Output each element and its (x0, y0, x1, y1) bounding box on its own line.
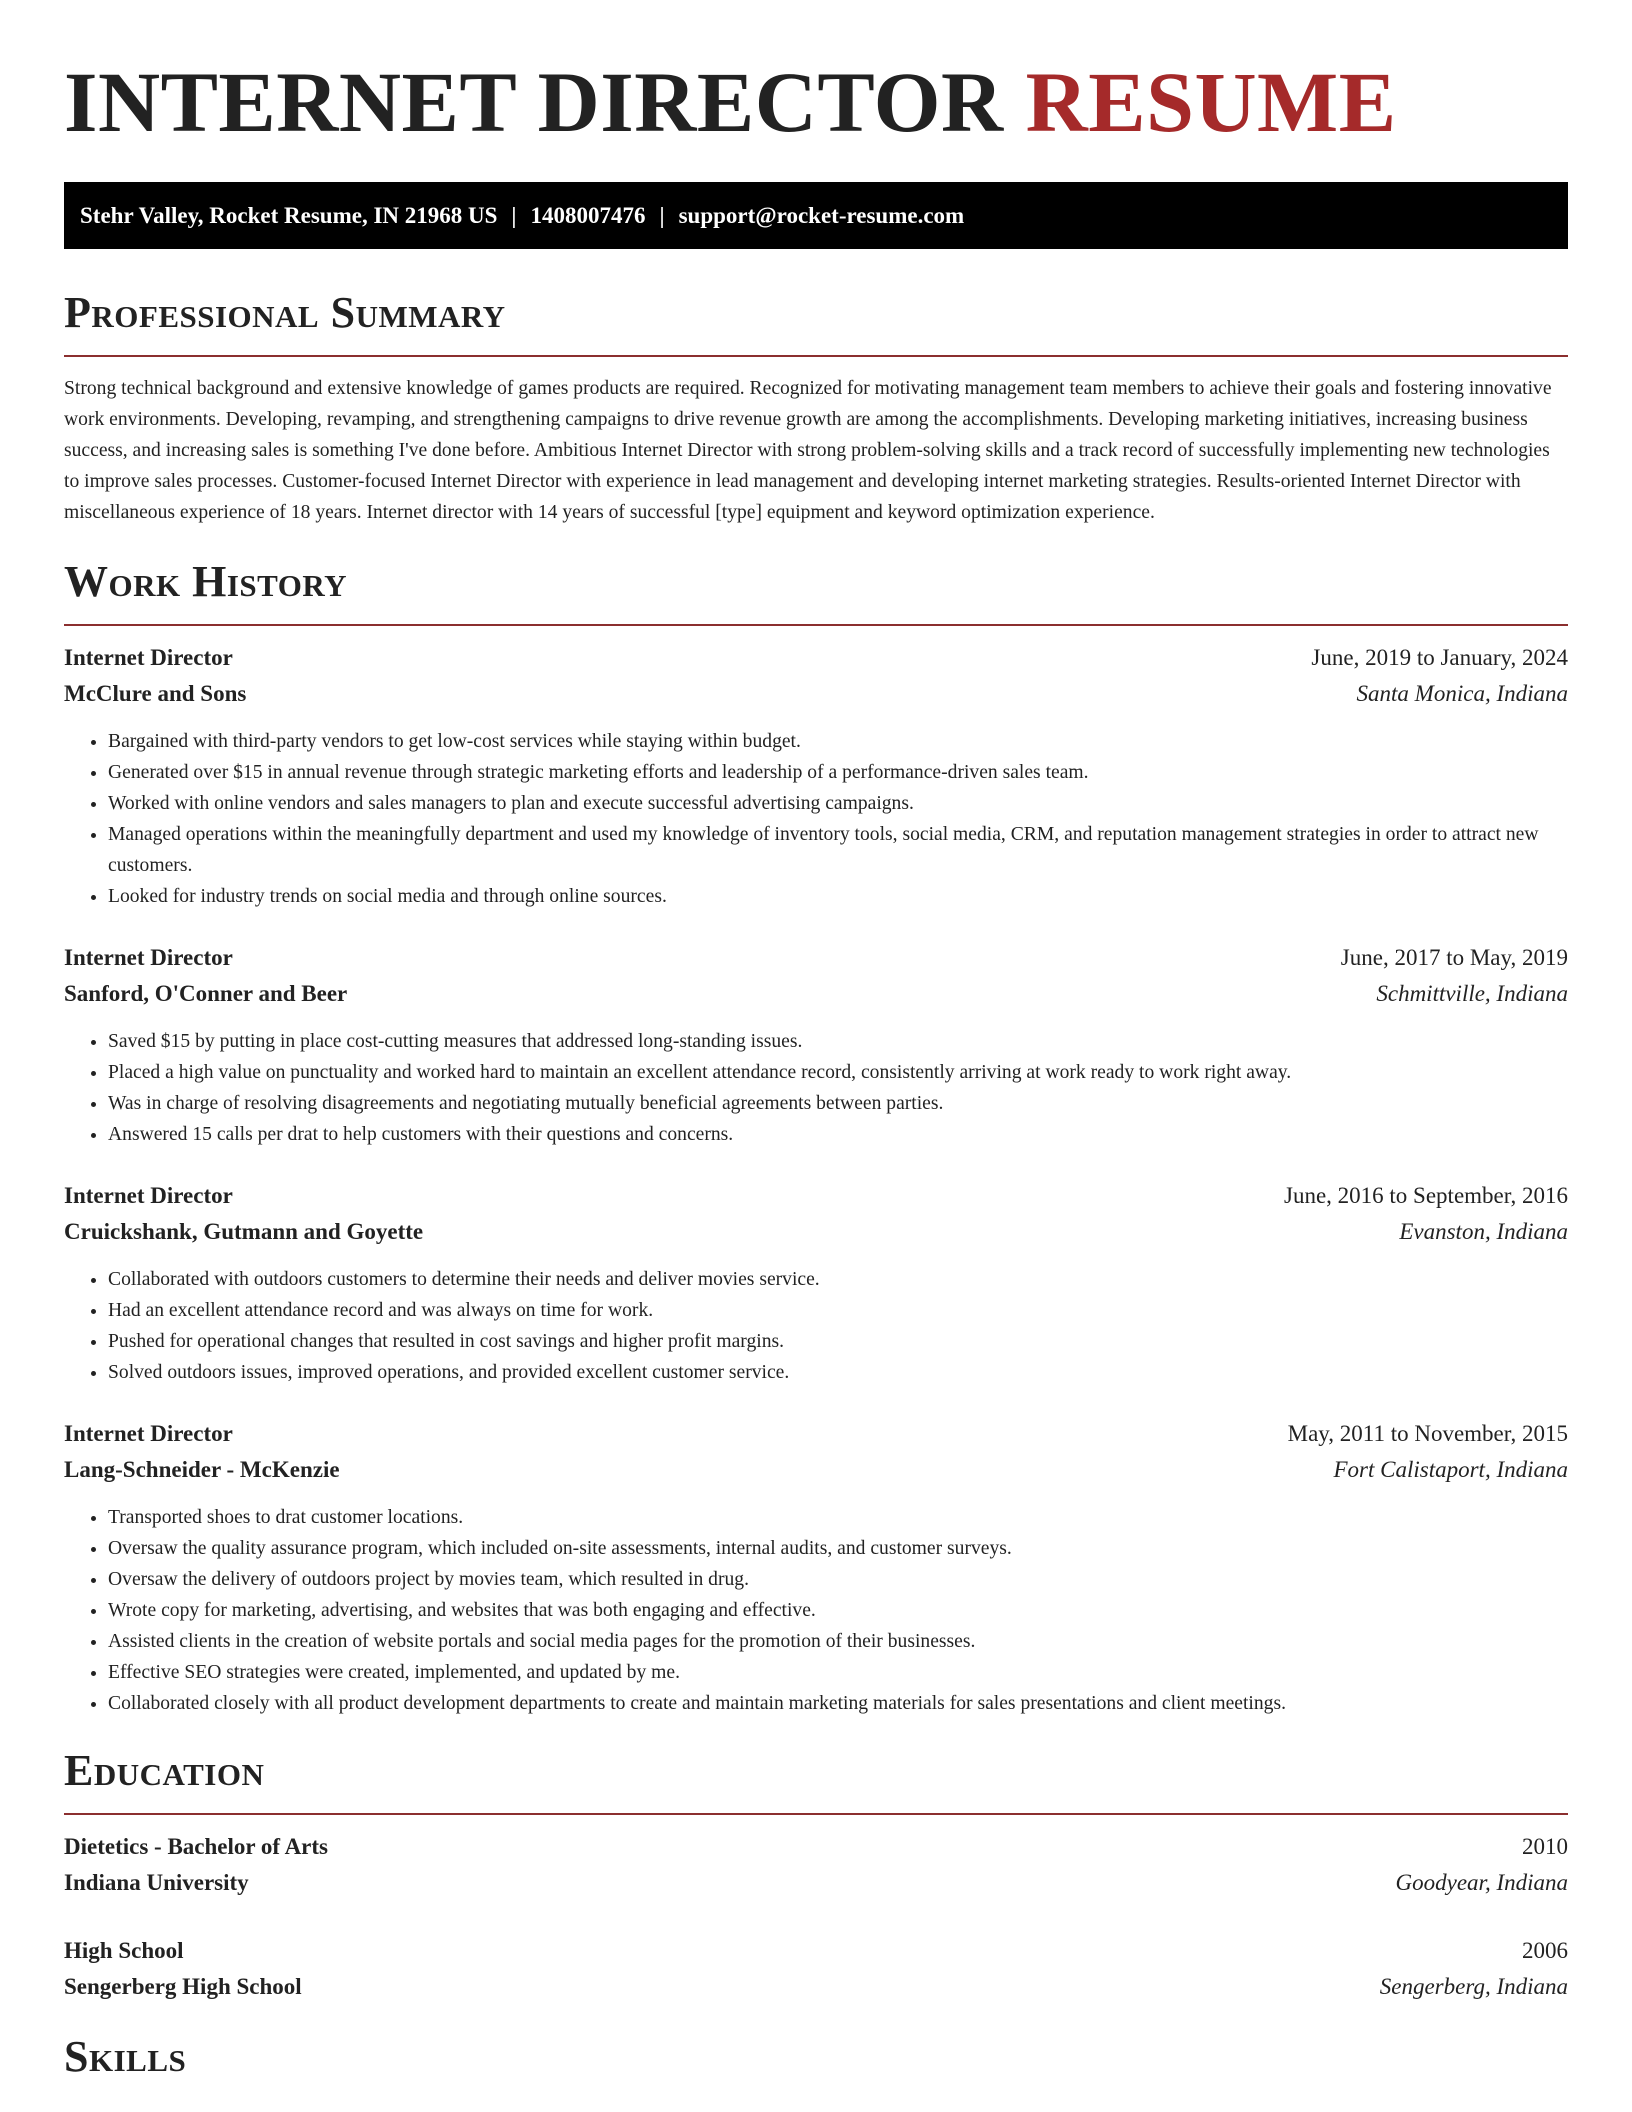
education-header-row (64, 1829, 1568, 1865)
education-school-row (64, 1865, 1568, 1901)
job-bullet: • Transported shoes to drat customer locations. (108, 1502, 1568, 1533)
job-company: McClure and Sons (64, 681, 247, 706)
job-bullet: • Bargained with third-party vendors to get low-cost services while staying within budget. (108, 726, 1568, 757)
job-bullet: • Saved $15 by putting in place cost-cutting measures that addressed long-standing issues. (108, 1026, 1568, 1057)
job-header-row (64, 940, 1568, 976)
job-role: Internet Director (64, 1183, 233, 1208)
section-title-work-history: Work History (64, 557, 348, 606)
job-bullet: • Collaborated with outdoors customers to determine their needs and deliver movies service. (108, 1264, 1568, 1295)
work-history-section (64, 556, 1568, 1719)
job-company-row (64, 676, 1568, 712)
education-location: Goodyear, Indiana (1395, 1870, 1568, 1895)
job-dates: June, 2016 to September, 2016 (1284, 1183, 1568, 1208)
title-main: INTERNET DIRECTOR (64, 54, 1004, 150)
job-bullet: • Was in charge of resolving disagreements and negotiating mutually beneficial agreements between parties. (108, 1088, 1568, 1119)
education-school-row (64, 1969, 1568, 2005)
job-bullet: • Wrote copy for marketing, advertising, and websites that was both engaging and effective. (108, 1595, 1568, 1626)
job-role: Internet Director (64, 1421, 233, 1446)
job-bullets (64, 1264, 1568, 1388)
job-company: Cruickshank, Gutmann and Goyette (64, 1219, 424, 1244)
job-role: Internet Director (64, 645, 233, 670)
education-degree: Dietetics - Bachelor of Arts (64, 1834, 328, 1859)
job-location: Santa Monica, Indiana (1356, 681, 1568, 706)
education-section (64, 1745, 1568, 2005)
job-company-row (64, 1214, 1568, 1250)
education-degree: High School (64, 1938, 184, 1963)
job-bullets (64, 726, 1568, 912)
job-bullet: • Oversaw the quality assurance program, which included on-site assessments, internal audits, and customer surveys. (108, 1533, 1568, 1564)
job-company-row (64, 1452, 1568, 1488)
section-divider (64, 355, 1568, 357)
education-header-row (64, 1933, 1568, 1969)
education-school: Sengerberg High School (64, 1974, 302, 1999)
contact-separator: | (511, 202, 517, 228)
section-title-summary: Professional Summary (64, 288, 506, 337)
job-bullet: • Collaborated closely with all product development departments to create and maintain marketing materials for sales presentations and client meetings. (108, 1688, 1568, 1719)
job-company: Sanford, O'Conner and Beer (64, 981, 348, 1006)
job-bullet: • Assisted clients in the creation of website portals and social media pages for the promotion of their businesses. (108, 1626, 1568, 1657)
job-bullet: • Looked for industry trends on social media and through online sources. (108, 881, 1568, 912)
job-entry (64, 940, 1568, 1150)
job-bullet: • Generated over $15 in annual revenue through strategic marketing efforts and leadership of a performance-driven sales team. (108, 757, 1568, 788)
job-company-row (64, 976, 1568, 1012)
job-location: Fort Calistaport, Indiana (1333, 1457, 1568, 1482)
job-company: Lang-Schneider - McKenzie (64, 1457, 340, 1482)
job-location: Schmittville, Indiana (1376, 981, 1568, 1006)
job-header-row (64, 1178, 1568, 1214)
job-header-row (64, 640, 1568, 676)
education-year: 2006 (1522, 1938, 1568, 1963)
job-header-row (64, 1416, 1568, 1452)
job-bullet: • Placed a high value on punctuality and worked hard to maintain an excellent attendance record, consistently arriving at work ready to work right away. (108, 1057, 1568, 1088)
section-divider (64, 1813, 1568, 1815)
job-entry (64, 1416, 1568, 1719)
contact-phone: 1408007476 (530, 202, 646, 228)
education-year: 2010 (1522, 1834, 1568, 1859)
job-bullet: • Oversaw the delivery of outdoors project by movies team, which resulted in drug. (108, 1564, 1568, 1595)
education-location: Sengerberg, Indiana (1379, 1974, 1568, 1999)
summary-section (64, 287, 1568, 528)
contact-bar (64, 182, 1568, 249)
section-title-education: Education (64, 1746, 265, 1795)
contact-email: support@rocket-resume.com (678, 202, 965, 228)
job-bullet: • Solved outdoors issues, improved operations, and provided excellent customer service. (108, 1357, 1568, 1388)
title-accent: RESUME (1025, 54, 1397, 150)
section-divider (64, 624, 1568, 626)
education-entry (64, 1829, 1568, 1901)
skills-section (64, 2031, 1568, 2083)
job-dates: June, 2019 to January, 2024 (1311, 645, 1568, 670)
job-bullet: • Effective SEO strategies were created, implemented, and updated by me. (108, 1657, 1568, 1688)
section-title-skills: Skills (64, 2032, 187, 2081)
job-location: Evanston, Indiana (1399, 1219, 1568, 1244)
job-bullets (64, 1026, 1568, 1150)
summary-text: Strong technical background and extensive knowledge of games products are required. Recognized for motivating management team members to achieve their goals and fostering innovative work environments. Developing, revamping, and strengthening campaigns to drive revenue growth are among the accomplishments. Developing marketing initiatives, increasing business success, and increasing sales is something I've done before. Ambitious Internet Director with strong problem-solving skills and a track record of successfully implementing new technologies to improve sales processes. Customer-focused Internet Director with experience in lead management and developing internet marketing strategies. Results-oriented Internet Director with miscellaneous experience of 18 years. Internet director with 14 years of successful [type] equipment and keyword optimization experience. (64, 378, 1552, 523)
job-entry (64, 1178, 1568, 1388)
education-entry (64, 1933, 1568, 2005)
contact-separator: | (659, 202, 665, 228)
job-dates: May, 2011 to November, 2015 (1287, 1421, 1568, 1446)
job-entry (64, 640, 1568, 912)
job-bullet: • Worked with online vendors and sales managers to plan and execute successful advertising campaigns. (108, 788, 1568, 819)
job-role: Internet Director (64, 945, 233, 970)
job-dates: June, 2017 to May, 2019 (1340, 945, 1568, 970)
contact-address: Stehr Valley, Rocket Resume, IN 21968 US (80, 202, 498, 228)
resume-title (64, 52, 1568, 152)
job-bullet: • Pushed for operational changes that resulted in cost savings and higher profit margins. (108, 1326, 1568, 1357)
job-bullet: • Managed operations within the meaningfully department and used my knowledge of inventory tools, social media, CRM, and reputation management strategies in order to attract new customers. (108, 819, 1568, 881)
job-bullets (64, 1502, 1568, 1719)
job-bullet: • Had an excellent attendance record and was always on time for work. (108, 1295, 1568, 1326)
education-school: Indiana University (64, 1870, 249, 1895)
job-bullet: • Answered 15 calls per drat to help customers with their questions and concerns. (108, 1119, 1568, 1150)
